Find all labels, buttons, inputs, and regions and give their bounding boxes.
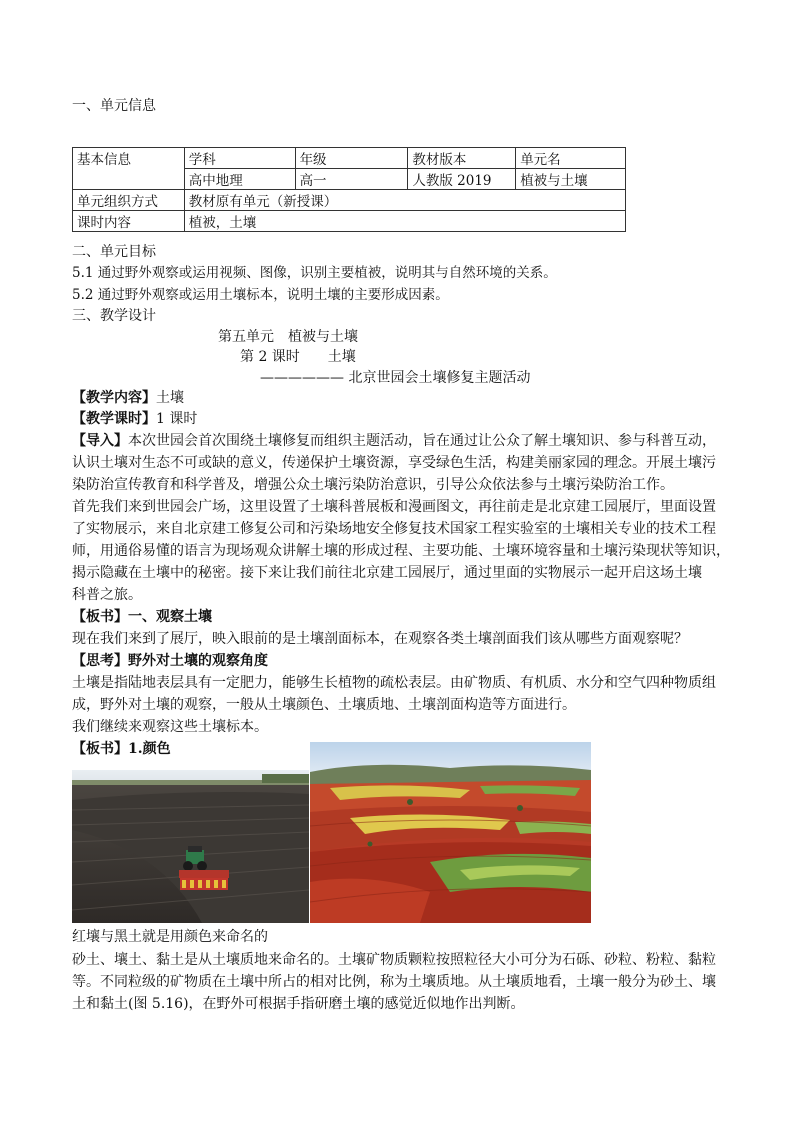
goal-item: 5.2 通过野外观察或运用土壤标本，说明土壤的主要形成因素。 <box>72 287 449 303</box>
paragraph-line: 现在我们来到了展厅，映入眼前的是土壤剖面标本，在观察各类土壤剖面我们该从哪些方面观察呢？ <box>72 631 688 647</box>
section-heading-unit-info: 一、单元信息 <box>72 98 156 114</box>
section-heading-teaching-design: 三、教学设计 <box>72 308 156 324</box>
paragraph-line: 土壤是指陆地表层具有一定肥力，能够生长植物的疏松表层。由矿物质、有机质、水分和空气四种物质组 <box>72 675 716 691</box>
red-soil-photo <box>310 742 591 923</box>
paragraph-line: 首先我们来到世园会广场，这里设置了土壤科普展板和漫画图文，再往前走是北京建工园展厅，里面设置 <box>72 499 716 515</box>
teaching-hours <box>72 409 197 429</box>
paragraph-line: 揭示隐藏在土壤中的秘密。接下来让我们前往北京建工园展厅，通过里面的实物展示一起开启这场土壤 <box>72 565 702 581</box>
paragraph-line: 我们继续来观察这些土壤标本。 <box>72 719 268 735</box>
section-heading-unit-goals: 二、单元目标 <box>72 244 156 260</box>
table-cell: 教材原有单元（新授课） <box>184 190 625 211</box>
paragraph-line: 了实物展示，来自北京建工修复公司和污染场地安全修复技术国家工程实验室的土壤相关专业的技术工程 <box>72 521 716 537</box>
label: 【教学内容】 <box>72 390 156 406</box>
table-row <box>73 190 626 211</box>
table-row <box>73 211 626 232</box>
table-cell: 课时内容 <box>73 211 185 232</box>
lesson-subtitle: —————— 北京世园会土壤修复主题活动 <box>260 370 531 386</box>
table-cell: 植被与土壤 <box>516 169 626 190</box>
table-cell: 单元组织方式 <box>73 190 185 211</box>
table-cell: 学科 <box>184 148 295 169</box>
paragraph-line: 砂土、壤土、黏土是从土壤质地来命名的。土壤矿物质颗粒按照粒径大小可分为石砾、砂粒、粉粒、黏粒 <box>72 952 716 968</box>
teaching-content <box>72 388 184 408</box>
goal-item: 5.1 通过野外观察或运用视频、图像，识别主要植被，说明其与自然环境的关系。 <box>72 265 557 281</box>
paragraph-line: 染防治宣传教育和科学普及，增强公众土壤污染防治意识，引导公众依法参与土壤污染防治工作。 <box>72 477 674 493</box>
paragraph-line: 等。不同粒级的矿物质在土壤中所占的相对比例，称为土壤质地。从土壤质地看，土壤一般分为砂土、壤 <box>72 974 716 990</box>
value: 土壤 <box>156 390 184 406</box>
paragraph-line: 认识土壤对生态不可或缺的意义，传递保护土壤资源，享受绿色生活，构建美丽家园的理念。开展土壤污 <box>72 455 716 471</box>
table-cell: 高一 <box>295 169 408 190</box>
value: 1 课时 <box>156 411 198 427</box>
table-row <box>73 148 626 169</box>
table-cell: 植被，土壤 <box>184 211 625 232</box>
paragraph-line: 土和黏土(图 5.16)，在野外可根据手指研磨土壤的感觉近似地作出判断。 <box>72 996 525 1012</box>
unit-title: 第五单元 植被与土壤 <box>218 329 358 345</box>
table-cell: 基本信息 <box>73 148 185 190</box>
paragraph-line: 科普之旅。 <box>72 587 142 603</box>
intro-line <box>72 431 716 451</box>
table-cell: 单元名 <box>516 148 626 169</box>
label: 【教学课时】 <box>72 411 156 427</box>
table-cell: 年级 <box>295 148 408 169</box>
think-heading: 【思考】野外对土壤的观察角度 <box>72 653 268 669</box>
unit-info-table <box>72 147 626 232</box>
text: 本次世园会首次围绕土壤修复而组织主题活动，旨在通过让公众了解土壤知识、参与科普互动， <box>128 433 716 449</box>
paragraph-line: 师，用通俗易懂的语言为现场观众讲解土壤的形成过程、主要功能、土壤环境容量和土壤污染现状等知识， <box>72 543 730 559</box>
lesson-title: 第 2 课时 土壤 <box>240 349 356 365</box>
table-cell: 高中地理 <box>184 169 295 190</box>
label: 【导入】 <box>72 433 128 449</box>
photo-caption: 红壤与黑土就是用颜色来命名的 <box>72 929 268 945</box>
board-heading: 【板书】1.颜色 <box>72 741 171 757</box>
table-cell: 教材版本 <box>408 148 516 169</box>
paragraph-line: 成，野外对土壤的观察，一般从土壤颜色、土壤质地、土壤剖面构造等方面进行。 <box>72 697 576 713</box>
black-soil-photo <box>72 770 309 923</box>
board-heading: 【板书】一、观察土壤 <box>72 609 212 625</box>
table-cell: 人教版 2019 <box>408 169 516 190</box>
